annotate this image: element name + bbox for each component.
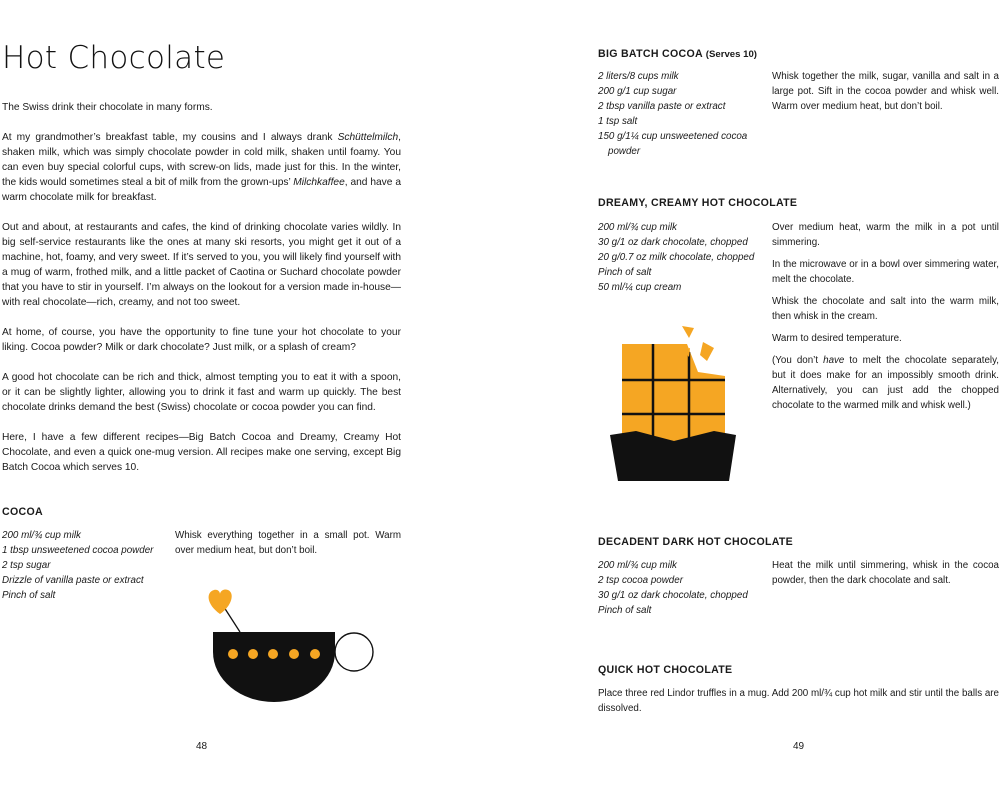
page-number: 48 bbox=[196, 741, 208, 752]
quick-heading: QUICK HOT CHOCOLATE bbox=[598, 664, 733, 676]
ingredient-item: 2 tsp cocoa powder bbox=[598, 575, 683, 586]
paragraph-home: At home, of course, you have the opportunity to fine tune your hot chocolate to your liking. Cocoa powder? Milk or dark chocolate? Just milk, or a splash of cream? bbox=[2, 326, 401, 353]
paragraph-breakfast: At my grandmother’s breakfast table, my cousins and I always drank Schüttelmilch, shaken milk, which was simply chocolate powder in cold milk, shaken until foamy. You can even buy special colorful cups, with screw-on lids, made just for this. In the winter, the kids would sometimes steal a bit of milk from the grown-ups’ Milchkaffee, and have a warm chocolate milk for breakfast. bbox=[2, 131, 401, 204]
paragraph-recipes: Here, I have a few different recipes—Big Batch Cocoa and Dreamy, Creamy Hot Chocolate, and even a quick one-mug version. All recipes make one serving, except Big Batch Cocoa which serves 10. bbox=[2, 431, 401, 473]
method-step: Over medium heat, warm the milk in a pot until simmering. bbox=[772, 222, 999, 248]
ingredient-item: Pinch of salt bbox=[2, 590, 56, 601]
ingredient-item: 30 g/1 oz dark chocolate, chopped bbox=[598, 237, 748, 248]
decadent-heading: DECADENT DARK HOT CHOCOLATE bbox=[598, 536, 794, 548]
ingredient-item: Pinch of salt bbox=[598, 267, 652, 278]
cup-icon bbox=[200, 582, 380, 707]
page-number: 49 bbox=[793, 741, 805, 752]
ingredient-item: Drizzle of vanilla paste or extract bbox=[2, 575, 144, 586]
ingredient-item: 2 liters/8 cups milk bbox=[598, 71, 679, 82]
ingredient-item: 1 tsp salt bbox=[598, 116, 638, 127]
big-batch-heading: BIG BATCH COCOA (Serves 10) bbox=[598, 48, 757, 60]
dreamy-heading: DREAMY, CREAMY HOT CHOCOLATE bbox=[598, 197, 798, 209]
right-page bbox=[500, 0, 1000, 800]
cocoa-heading: COCOA bbox=[2, 506, 43, 518]
ingredient-item: 200 ml/¾ cup milk bbox=[598, 222, 677, 233]
paragraph-good-hot-chocolate: A good hot chocolate can be rich and thick, almost tempting you to eat it with a spoon, or it can be slightly lighter, allowing you to drink it fast and warm up quickly. The best chocolate drinks demand the best (Swiss) chocolate or cocoa powder you can find. bbox=[2, 371, 401, 413]
ingredient-item: 2 tsp sugar bbox=[2, 560, 51, 571]
dreamy-ingredients bbox=[598, 220, 766, 295]
method-step: In the microwave or in a bowl over simmering water, melt the chocolate. bbox=[772, 259, 999, 285]
page-title: Hot Chocolate bbox=[2, 40, 226, 76]
decadent-ingredients bbox=[598, 558, 766, 618]
decadent-method bbox=[772, 558, 999, 595]
ingredient-item: 200 g/1 cup sugar bbox=[598, 86, 677, 97]
cocoa-ingredients bbox=[2, 528, 172, 603]
ingredient-item: 2 tbsp vanilla paste or extract bbox=[598, 101, 726, 112]
intro-text bbox=[2, 100, 401, 489]
ingredient-item: 150 g/1¼ cup unsweetened cocoa powder bbox=[598, 131, 748, 157]
method-step: Warm to desired temperature. bbox=[772, 333, 902, 344]
quick-method: Place three red Lindor truffles in a mug. Add 200 ml/¾ cup hot milk and stir until the balls are dissolved. bbox=[598, 688, 999, 714]
method-step: Heat the milk until simmering, whisk in the cocoa powder, then the dark chocolate and salt. bbox=[772, 560, 999, 586]
paragraph-restaurants: Out and about, at restaurants and cafes, the kind of drinking chocolate varies wildly. In big self-service restaurants like the ones at many ski resorts, you might get it out of a machine, hot, foamy, and very sweet. If it’s served to you, you will likely find yourself with a mug of warm, frothed milk, and a little packet of Caotina or Suchard chocolate powder that you have to stir in yourself. I’m always on the lookout for a version made in-house—with real chocolate—rich, creamy, and not too sweet. bbox=[2, 221, 401, 309]
dreamy-method bbox=[772, 220, 999, 420]
ingredient-item: 200 ml/¾ cup milk bbox=[598, 560, 677, 571]
big-batch-ingredients bbox=[598, 69, 766, 159]
method-note: (You don’t have to melt the chocolate separately, but it does make for an impossibly smooth drink. Alternatively, you can just add the chopped chocolate to the warmed milk and whisk well.) bbox=[772, 355, 999, 411]
cocoa-method bbox=[175, 528, 401, 565]
ingredient-item: 50 ml/¼ cup cream bbox=[598, 282, 682, 293]
big-batch-method bbox=[772, 69, 999, 121]
heart-icon bbox=[209, 589, 232, 614]
method-step: Whisk everything together in a small pot. Warm over medium heat, but don’t boil. bbox=[175, 530, 401, 556]
ingredient-item: 30 g/1 oz dark chocolate, chopped bbox=[598, 590, 748, 601]
method-step: Whisk together the milk, sugar, vanilla and salt in a large pot. Sift in the cocoa powder and whisk well. Warm over medium heat, but don’t boil. bbox=[772, 71, 999, 112]
ingredient-item: 200 ml/¾ cup milk bbox=[2, 530, 81, 541]
intro-paragraph: The Swiss drink their chocolate in many forms. bbox=[2, 102, 213, 113]
chocolate-bar-icon bbox=[610, 322, 740, 482]
method-step: Whisk the chocolate and salt into the warm milk, then whisk in the cream. bbox=[772, 296, 999, 322]
ingredient-item: Pinch of salt bbox=[598, 605, 652, 616]
ingredient-item: 20 g/0.7 oz milk chocolate, chopped bbox=[598, 252, 755, 263]
ingredient-item: 1 tbsp unsweetened cocoa powder bbox=[2, 545, 154, 556]
